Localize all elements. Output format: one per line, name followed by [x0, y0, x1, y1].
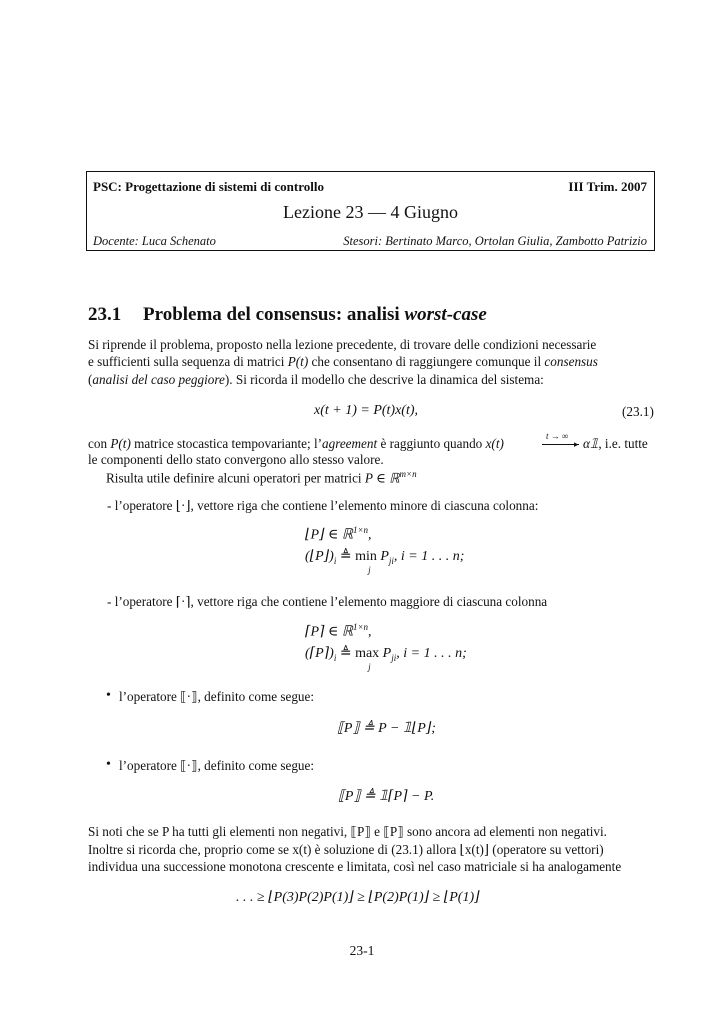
paragraph-2-line-1: [88, 436, 504, 452]
item-upper-diff-operator: l’operatore ⟦·⟧, definito come segue:: [119, 758, 315, 773]
math-inline: , i = 1 . . . n;: [393, 549, 465, 564]
floor-def-line-2: [305, 548, 465, 575]
math-inline: P: [376, 549, 389, 564]
item-lower-diff-operator: l’operatore ⟦·⟧, definito come segue:: [119, 689, 315, 704]
text-run: (: [88, 372, 93, 387]
equation-23-1: x(t + 1) = P(t)x(t),: [314, 403, 419, 418]
text-run: ). Si ricorda il modello che descrive la dinamica del sistema:: [224, 372, 544, 387]
max-operator: [355, 646, 380, 672]
limit-arrow-label: t → ∞: [546, 431, 569, 441]
operator-name: min: [355, 549, 377, 564]
course-title: PSC: Progettazione di sistemi di controllo: [93, 179, 324, 194]
math-inline: ⌈P⌉ ∈ ℝ: [305, 624, 353, 640]
text-run: Risulta utile definire alcuni operatori per matrici: [106, 470, 365, 486]
subscript: ji: [391, 652, 397, 663]
teacher-name: Docente: Luca Schenato: [93, 234, 216, 248]
subscript: ji: [388, 555, 394, 566]
subscript: i: [333, 555, 337, 566]
monotone-chain-equation: . . . ≥ ⌊P(3)P(2)P(1)⌋ ≥ ⌊P(2)P(1)⌋ ≥ ⌊P(1)⌋: [236, 890, 480, 905]
text-run: con: [88, 436, 111, 451]
bullet-icon: •: [106, 688, 111, 703]
math-inline: α𝟙: [583, 436, 599, 451]
limit-result: [583, 436, 648, 452]
math-inline: P(t): [287, 354, 309, 369]
text-run: , i.e. tutte: [598, 436, 648, 451]
paragraph-4-line-2: Inoltre si ricorda che, proprio come se x(t) è soluzione di (23.1) allora ⌊x(t)⌋ (operatore su vettori): [88, 842, 604, 857]
text-run: e sufficienti sulla sequenza di matrici: [88, 354, 288, 369]
superscript: m×n: [399, 469, 417, 479]
paragraph-1-line-3: [88, 372, 544, 388]
paragraph-3: [106, 469, 417, 486]
lecture-title: Lezione 23 — 4 Giugno: [283, 202, 458, 222]
term-label: III Trim. 2007: [568, 179, 647, 194]
math-inline: P(t): [110, 436, 131, 451]
math-inline: P ∈ ℝ: [364, 470, 400, 486]
paragraph-1-line-2: [88, 354, 598, 370]
text-run: ≜: [336, 646, 356, 661]
math-inline: (⌊P⌋): [305, 549, 334, 564]
emphasis: agreement: [322, 436, 378, 451]
lower-diff-def: ⟦P⟧ ≜ P − 𝟙⌊P⌋;: [337, 721, 436, 736]
text-run: ≜: [336, 549, 356, 564]
paragraph-4-line-1: Si noti che se P ha tutti gli elementi non negativi, ⟦P⟧ e ⟦P⟧ sono ancora ad elementi non negativi.: [88, 824, 607, 839]
paragraph-1-line-1: Si riprende il problema, proposto nella lezione precedente, di trovare delle condizioni necessarie: [88, 337, 597, 352]
math-inline: P: [379, 646, 392, 661]
math-inline: , i = 1 . . . n;: [396, 646, 467, 661]
section-number: 23.1: [88, 304, 122, 325]
emphasis: analisi del caso peggiore: [92, 372, 225, 387]
lecture-header-box: [86, 171, 655, 251]
ceil-def-line-2: [305, 645, 467, 672]
item-floor-operator: - l’operatore ⌊·⌋, vettore riga che contiene l’elemento minore di ciascuna colonna:: [107, 498, 539, 513]
section-title: Problema del consensus: analisi: [143, 304, 405, 325]
text-run: ,: [368, 527, 372, 543]
emphasis: consensus: [544, 354, 598, 369]
text-run: ,: [368, 624, 372, 640]
math-inline: x(t): [485, 436, 504, 451]
limit-arrowhead-icon: ▸: [574, 439, 579, 449]
superscript: 1×n: [352, 525, 369, 535]
paragraph-4-line-3: individua una successione monotona crescente e limitata, così nel caso matriciale si ha analogamente: [88, 859, 622, 874]
superscript: 1×n: [352, 622, 369, 632]
section-title-italic: worst-case: [404, 304, 487, 325]
item-ceil-operator: - l’operatore ⌈·⌉, vettore riga che contiene l’elemento maggiore di ciascuna colonna: [107, 594, 548, 609]
equation-number: (23.1): [622, 404, 654, 419]
math-inline: (⌈P⌉): [305, 646, 334, 661]
paragraph-2-line-2: le componenti dello stato convergono allo stesso valore.: [88, 452, 384, 467]
text-run: è raggiunto quando: [377, 436, 486, 451]
upper-diff-def: ⟦P⟧ ≜ 𝟙⌈P⌉ − P.: [338, 789, 435, 804]
floor-def-line-1: [305, 525, 372, 544]
operator-subscript: j: [368, 662, 371, 672]
section-heading: [88, 304, 487, 326]
page-number: 23-1: [349, 943, 375, 958]
scribes-names: Stesori: Bertinato Marco, Ortolan Giulia, Zambotto Patrizio: [343, 234, 647, 248]
text-run: che consentano di raggiungere comunque il: [308, 354, 545, 369]
operator-name: max: [355, 646, 380, 661]
math-inline: ⌊P⌋ ∈ ℝ: [305, 527, 353, 543]
bullet-icon: •: [106, 757, 111, 772]
text-run: matrice stocastica tempovariante; l’: [130, 436, 322, 451]
ceil-def-line-1: [305, 622, 372, 641]
subscript: i: [333, 652, 337, 663]
operator-subscript: j: [368, 565, 371, 575]
min-operator: [355, 549, 377, 575]
